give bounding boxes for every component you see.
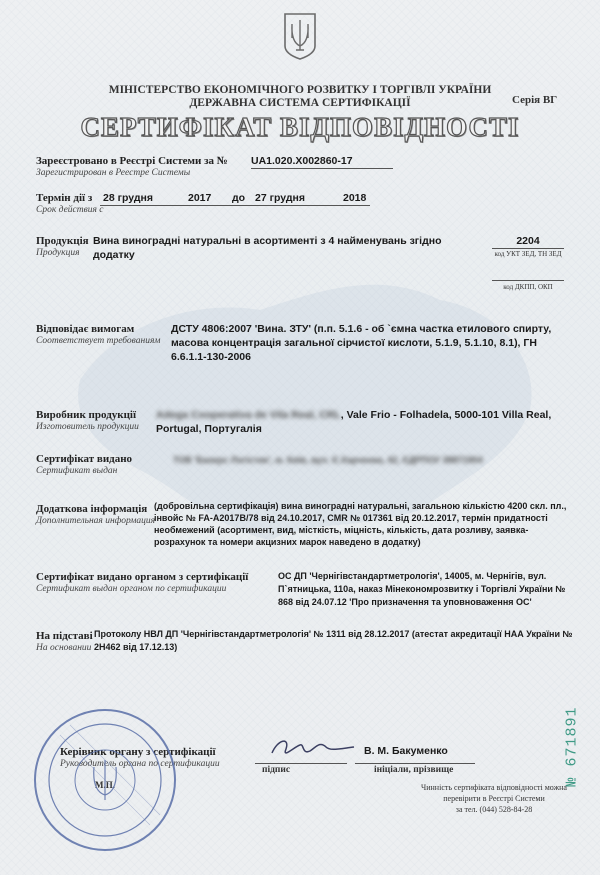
dkpp-line xyxy=(492,280,564,281)
issued-to-value xyxy=(173,454,483,466)
valid-from-date: 28 грудня xyxy=(103,192,153,204)
issued-to-sublabel: Сертификат выдан xyxy=(36,466,118,476)
official-seal-icon xyxy=(30,705,180,855)
dkpp-code-caption: код ДКПП, ОКП xyxy=(503,283,553,291)
validity-sublabel: Срок действия с xyxy=(36,205,104,215)
valid-to-year: 2018 xyxy=(343,192,367,204)
issued-to-label: Сертифікат видано xyxy=(36,453,133,465)
issued-by-sublabel: Сертификат выдан органом по сертификации xyxy=(36,584,227,594)
head-sublabel: Руководитель органа по сертификации xyxy=(60,759,220,769)
validity-underline xyxy=(100,205,370,206)
series-label: Серія ВГ xyxy=(512,94,558,106)
additional-info-value: (добровільна сертифікація) вина виноградні натуральні, загальною кількістю 4200 скл. пл., інвойс № FA-A2017B/78 від 24.10.2017, CMR № 017361 від 20.12.2017, термін придатності необмежений (асортимент, вид, місткість, міцність, кількість, дата розливу, заявка-розрахунок та номери акцизних марок наведено в додатку) xyxy=(154,501,567,547)
trident-emblem-icon xyxy=(283,12,317,60)
manufacturer-value xyxy=(156,408,566,436)
registered-label: Зареєстровано в Реєстрі Системи за № xyxy=(36,155,228,167)
issued-to-redacted: ТОВ 'Бахерс Логістик', м. Київ, вул. Є.Харченка, 42, ЄДРПОУ 38871904 xyxy=(173,455,483,465)
signature-icon xyxy=(268,733,358,765)
head-label: Керівник органу з сертифікації xyxy=(60,746,216,758)
signatory-name: В. М. Бакуменко xyxy=(364,745,448,757)
uktzed-code-caption: код УКТ ЗЕД, ТН ЗЕД xyxy=(494,250,562,258)
registered-sublabel: Зарегистрирован в Реестре Системы xyxy=(36,168,191,178)
serial-number: № 671891 xyxy=(563,706,581,787)
name-caption: ініціали, прізвище xyxy=(374,765,454,775)
issued-by-value: ОС ДП 'Чернігівстандартметрологія', 14005, м. Чернігів, вул. П`ятницька, 110а, наказ Мінекономрозвитку і Торгівлі України № 868 від 24.07.12 'Про призначення та уповноваження ОС' xyxy=(278,571,566,607)
validity-check-note: Чинність сертифіката відповідності можна перевірити в Реєстрі Системи за тел. (044) 528-84-28 xyxy=(421,783,567,814)
certificate-title: СЕРТИФІКАТ ВІДПОВІДНОСТІ xyxy=(80,112,520,142)
signature-line xyxy=(255,763,347,764)
name-line xyxy=(355,763,475,764)
complies-sublabel: Соответствует требованиям xyxy=(36,336,161,346)
product-label: Продукція xyxy=(36,235,89,247)
manufacturer-name-redacted: Adega Cooperativa de Vila Real, CRL xyxy=(156,409,341,421)
system-name: ДЕРЖАВНА СИСТЕМА СЕРТИФІКАЦІЇ xyxy=(189,97,411,109)
validity-to-word: до xyxy=(232,192,246,204)
additional-info-sublabel: Дополнительная информация xyxy=(36,516,156,526)
registration-number: UA1.020.X002860-17 xyxy=(251,154,393,169)
basis-sublabel: На основании xyxy=(36,643,92,653)
complies-label: Відповідає вимогам xyxy=(36,323,135,335)
uktzed-code: 2204 xyxy=(492,234,564,249)
manufacturer-label: Виробник продукції xyxy=(36,409,137,421)
complies-value: ДСТУ 4806:2007 'Вина. ЗТУ' (п.п. 5.1.6 - об `ємна частка етилового спирту, масова концентрація загальної сірчистої кислоти, 5.1.9, 5.1.10, 8.1), ГН 6.6.1.1-130-2006 xyxy=(171,323,552,363)
signature-caption: підпис xyxy=(262,765,291,775)
ministry-name: МІНІСТЕРСТВО ЕКОНОМІЧНОГО РОЗВИТКУ І ТОРГІВЛІ УКРАЇНИ xyxy=(108,84,492,96)
issued-by-label: Сертифікат видано органом з сертифікації xyxy=(36,571,249,583)
additional-info-label: Додаткова інформація xyxy=(36,503,148,515)
product-value: Вина виноградні натуральні в асортименті з 4 найменувань згідно додатку xyxy=(93,235,442,261)
validity-label: Термін дії з xyxy=(36,192,93,204)
product-sublabel: Продукция xyxy=(36,248,80,258)
manufacturer-sublabel: Изготовитель продукции xyxy=(36,422,139,432)
valid-to-date: 27 грудня xyxy=(255,192,305,204)
basis-label: На підставі xyxy=(36,630,93,642)
seal-place-label: М.П. xyxy=(95,780,115,790)
basis-value: Протоколу НВЛ ДП 'Чернігівстандартметрологія' № 1311 від 28.12.2017 (атестат акредитації НАА України № 2Н462 від 17.12.13) xyxy=(94,629,573,652)
valid-from-year: 2017 xyxy=(188,192,212,204)
manufacturer-address: , Vale Frio - Folhadela, 5000-101 Villa Real, Portugal, Португалія xyxy=(156,409,552,435)
